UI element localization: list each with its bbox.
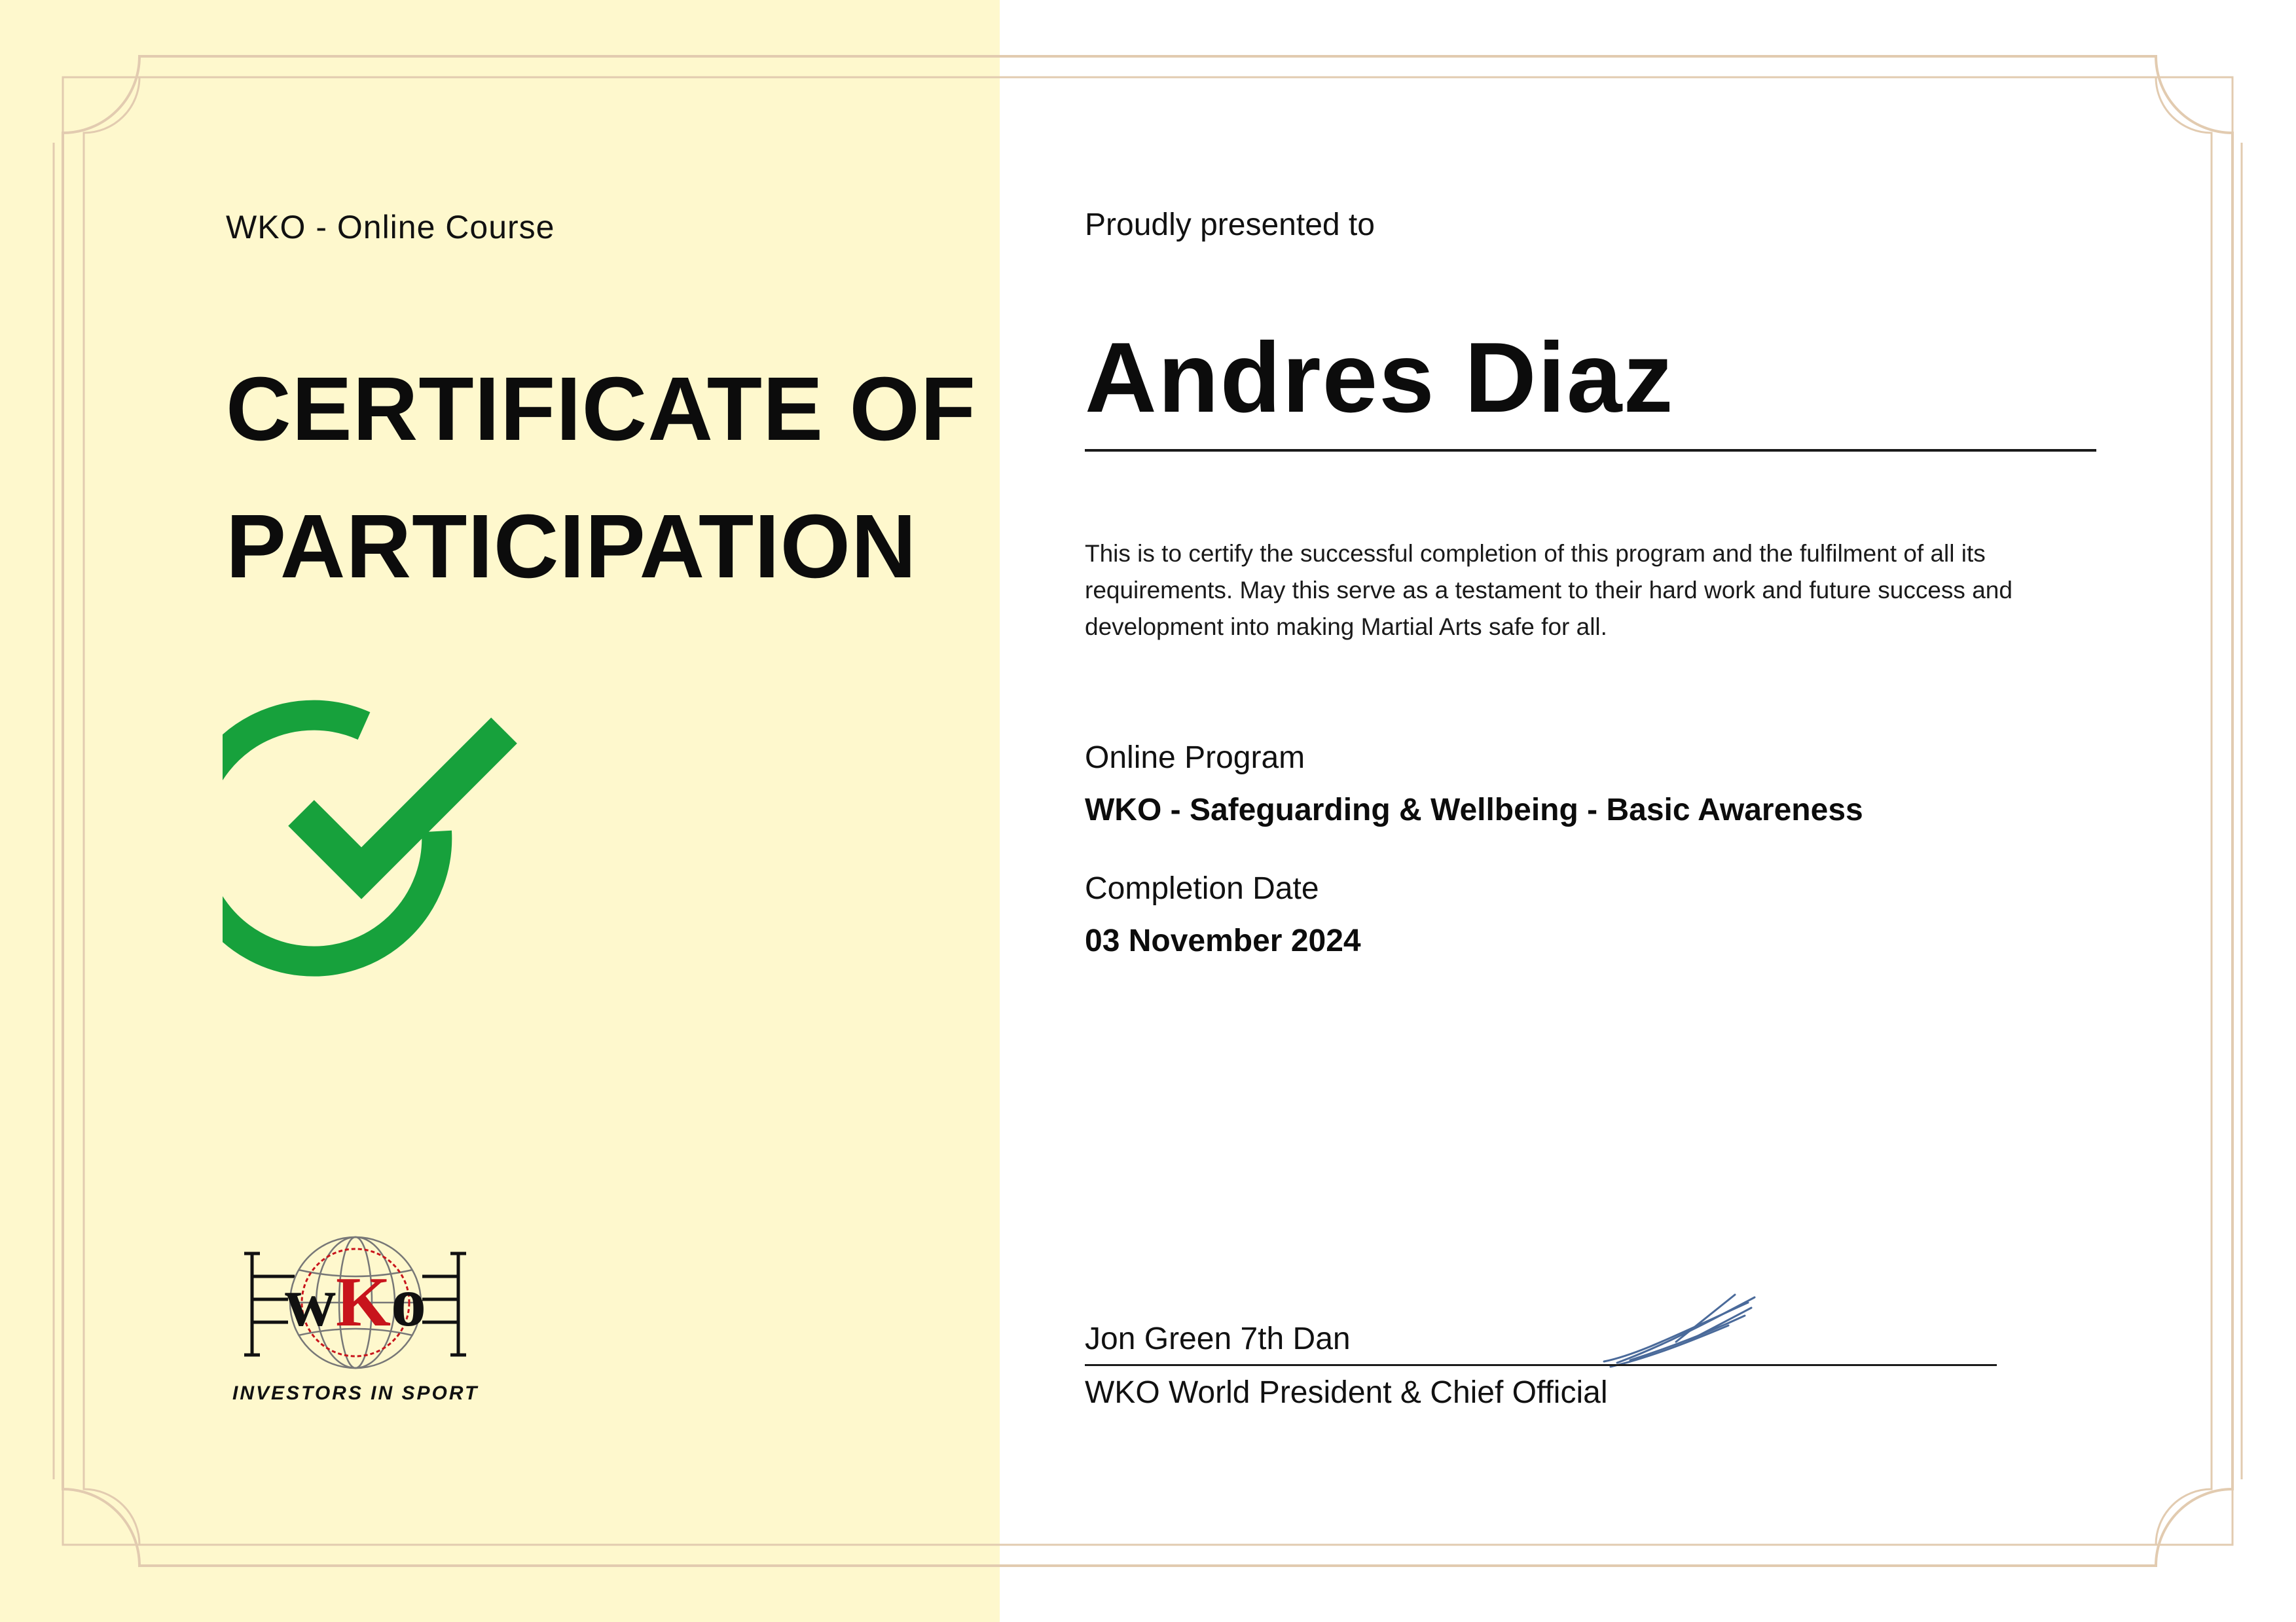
- logo-wordmark: wKo: [284, 1263, 427, 1341]
- name-underline: [1085, 449, 2096, 452]
- title-line-2: PARTICIPATION: [226, 496, 917, 597]
- logo-tagline: INVESTORS IN SPORT: [232, 1382, 479, 1404]
- certificate-title: [226, 340, 979, 615]
- signature: [1597, 1289, 1768, 1375]
- wko-logo: [232, 1214, 468, 1371]
- completion-date-label: Completion Date: [1085, 871, 1319, 906]
- program-label: Online Program: [1085, 740, 1305, 775]
- completion-date: 03 November 2024: [1085, 924, 1361, 958]
- signatory-title: WKO World President & Chief Official: [1085, 1375, 1608, 1410]
- program-name: WKO - Safeguarding & Wellbeing - Basic Awareness: [1085, 793, 1863, 827]
- title-line-1: CERTIFICATE OF: [226, 359, 977, 460]
- check-circle-icon: [223, 687, 537, 982]
- signature-line: [1085, 1364, 1997, 1366]
- presented-label: Proudly presented to: [1085, 207, 1375, 242]
- signatory-name: Jon Green 7th Dan: [1085, 1322, 1351, 1356]
- course-type: WKO - Online Course: [226, 209, 555, 245]
- certification-statement: This is to certify the successful completion of this program and the fulfilment of all its requirements. May this serve as a testament to their hard work and future success and development into making Martial Arts safe for all.: [1085, 540, 2013, 640]
- recipient-name: Andres Diaz: [1085, 322, 1675, 433]
